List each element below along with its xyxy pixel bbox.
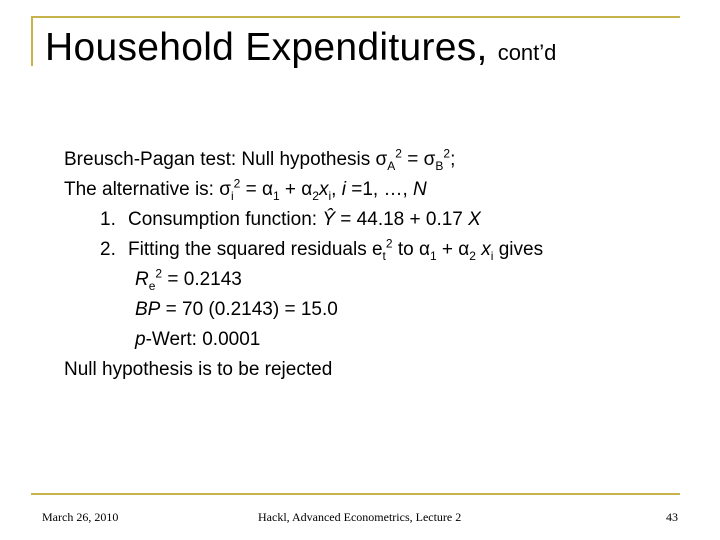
text-run: = 70 (0.2143) = 15.0: [160, 299, 338, 320]
text-run: Null hypothesis is to be rejected: [64, 359, 333, 380]
text-run: to α: [392, 239, 430, 260]
text-run: The alternative is: σ: [64, 179, 231, 200]
footer-page-number: 43: [666, 510, 678, 524]
text-run: gives: [493, 239, 544, 260]
slide-body: [64, 145, 543, 385]
subscript: B: [435, 158, 444, 173]
footer-date: March 26, 2010: [42, 510, 119, 524]
slide-title: [45, 26, 556, 70]
text-run: Breusch-Pagan test: Null hypothesis σ: [64, 149, 388, 170]
text-run: ;: [450, 149, 456, 170]
subscript: t: [382, 248, 386, 263]
list-number: 2.: [100, 239, 116, 260]
italic-run: x: [318, 179, 329, 200]
subscript: 2: [469, 248, 476, 263]
superscript: 2: [385, 236, 393, 251]
subscript: 1: [429, 248, 437, 263]
slide-title-suffix: cont’d: [497, 40, 557, 65]
title-frame-left-rule: [31, 16, 33, 66]
subscript: 2: [312, 188, 319, 203]
text-run: = α: [240, 179, 273, 200]
body-line-alternative: [64, 175, 543, 205]
text-run: -Wert: 0.0001: [145, 329, 261, 350]
title-frame-top-rule: [31, 16, 680, 18]
list-item-squared-residuals: [64, 235, 543, 265]
subscript: 1: [272, 188, 280, 203]
italic-run: Ŷ: [322, 209, 336, 230]
text-run: Fitting the squared residuals e: [128, 239, 383, 260]
text-run: = 0.2143: [162, 269, 242, 290]
text-run: + α: [436, 239, 470, 260]
list-item-consumption-function: [64, 205, 543, 235]
text-run: + α: [279, 179, 313, 200]
footer-rule: [31, 493, 680, 495]
subscript: i: [490, 248, 494, 263]
body-line-conclusion: [64, 355, 543, 385]
text-run: ,: [331, 179, 342, 200]
italic-run: p: [135, 329, 146, 350]
superscript: 2: [395, 146, 402, 161]
result-r-squared: [64, 265, 543, 295]
body-line-hypothesis: [64, 145, 543, 175]
slide-title-main: Household Expenditures,: [45, 26, 488, 69]
superscript: 2: [443, 146, 451, 161]
superscript: 2: [233, 176, 241, 191]
footer-lecture-info: Hackl, Advanced Econometrics, Lecture 2: [258, 510, 462, 524]
text-run: = σ: [401, 149, 436, 170]
result-p-value: [64, 325, 543, 355]
list-number: 1.: [100, 209, 116, 230]
italic-run: X: [468, 209, 481, 230]
text-run: Consumption function:: [128, 209, 323, 230]
result-bp-statistic: [64, 295, 543, 325]
italic-run: x: [475, 239, 491, 260]
superscript: 2: [155, 266, 163, 281]
italic-run: R: [135, 269, 149, 290]
subscript: i: [230, 188, 234, 203]
italic-run: BP: [135, 299, 161, 320]
subscript: i: [328, 188, 332, 203]
text-run: = 44.18 + 0.17: [335, 209, 469, 230]
text-run: =1, …,: [345, 179, 414, 200]
subscript: e: [148, 278, 156, 293]
subscript: A: [387, 158, 396, 173]
italic-run: N: [413, 179, 427, 200]
italic-run: i: [341, 179, 346, 200]
